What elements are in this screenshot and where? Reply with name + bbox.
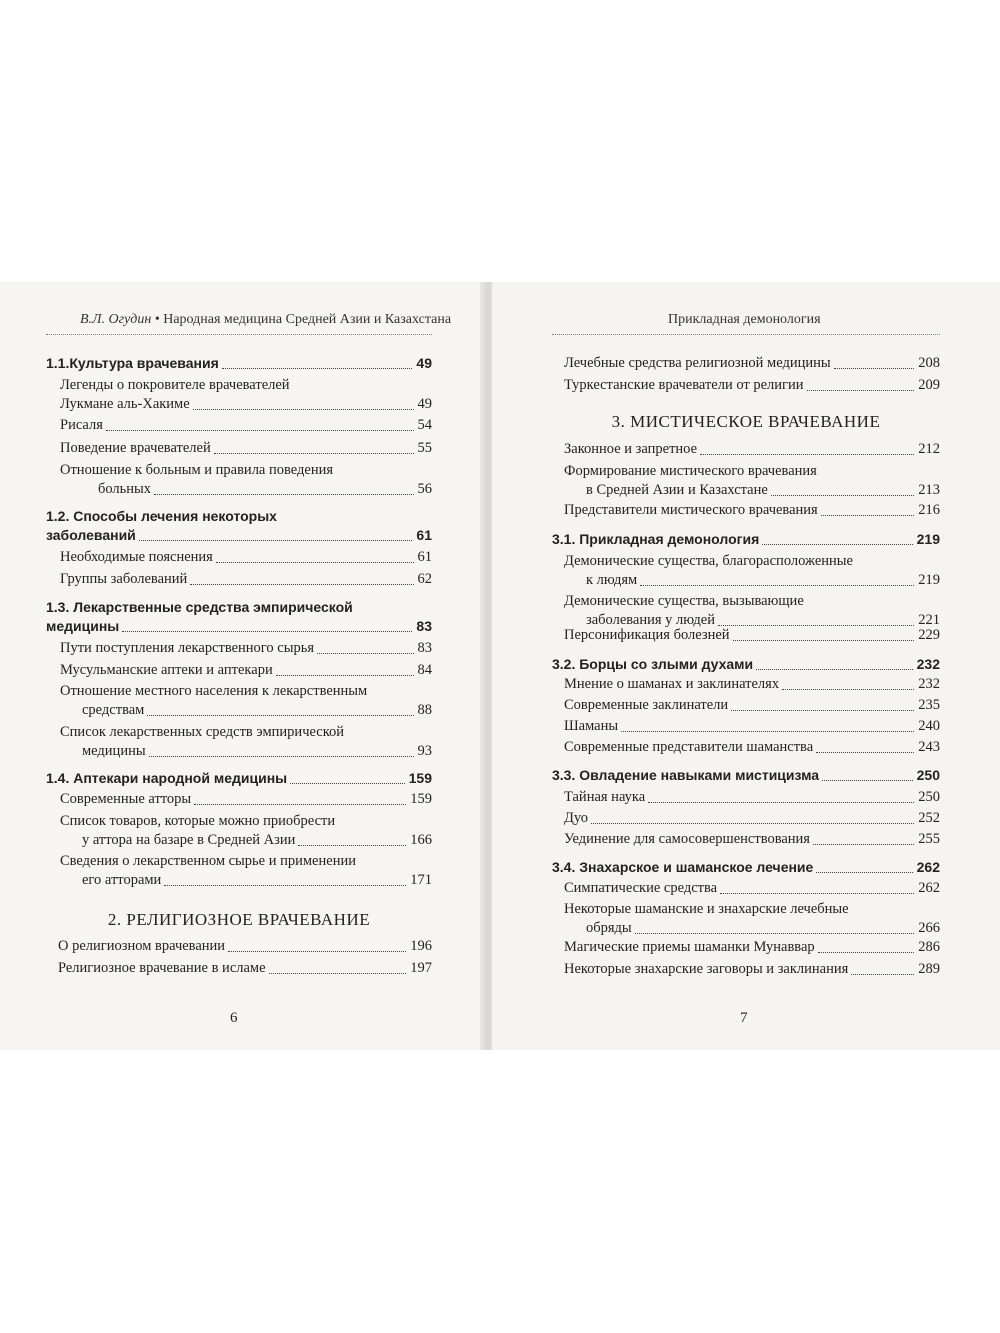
toc-entry[interactable]: 1.3. Лекарственные средства эмпирической медицины 83	[46, 599, 432, 634]
toc-entry[interactable]: Современные представители шаманства 243	[564, 739, 940, 755]
toc-entry[interactable]: Легенды о покровителе врачевателей Лукмане аль-Хакиме 49	[60, 377, 432, 412]
left-head-rule	[46, 334, 432, 335]
toc-entry[interactable]: 3.1. Прикладная демонология 219	[552, 531, 940, 547]
toc-entry[interactable]: Религиозное врачевание в исламе 197	[58, 960, 432, 976]
toc-entry[interactable]: Список лекарственных средств эмпирической медицины 93	[60, 724, 432, 759]
toc-entry[interactable]: 1.4. Аптекари народной медицины 159	[46, 770, 432, 786]
toc-entry[interactable]: Некоторые знахарские заговоры и заклинания 289	[564, 961, 940, 977]
right-head-rule	[552, 334, 940, 335]
right-running-head: Прикладная демонология	[668, 312, 821, 327]
toc-entry[interactable]: Мусульманские аптеки и аптекари 84	[60, 662, 432, 678]
right-page	[492, 282, 1000, 1050]
toc-entry[interactable]: Лечебные средства религиозной медицины 208	[564, 355, 940, 371]
toc-entry[interactable]: Магические приемы шаманки Мунаввар 286	[564, 939, 940, 955]
toc-entry[interactable]: Симпатические средства 262	[564, 880, 940, 896]
toc-entry[interactable]: Законное и запретное 212	[564, 441, 940, 457]
toc-entry[interactable]: Группы заболеваний 62	[60, 571, 432, 587]
page-number: 7	[740, 1010, 748, 1026]
toc-entry[interactable]: Шаманы 240	[564, 718, 940, 734]
running-head-author: В.Л. Огудин	[80, 312, 152, 327]
toc-entry[interactable]: 3.3. Овладение навыками мистицизма 250	[552, 767, 940, 783]
toc-entry[interactable]: Туркестанские врачеватели от религии 209	[564, 377, 940, 393]
toc-entry[interactable]: Некоторые шаманские и знахарские лечебные обряды 266	[564, 901, 940, 936]
toc-entry[interactable]: Сведения о лекарственном сырье и применении его атторами 171	[60, 853, 432, 888]
toc-entry[interactable]: О религиозном врачевании 196	[58, 938, 432, 954]
toc-entry[interactable]: Пути поступления лекарственного сырья 83	[60, 640, 432, 656]
toc-entry[interactable]: Поведение врачевателей 55	[60, 440, 432, 456]
book-spread	[0, 282, 1000, 1050]
toc-entry[interactable]: 1.1.Культура врачевания 49	[46, 355, 432, 371]
toc-entry[interactable]: Отношение местного населения к лекарственным средствам 88	[60, 683, 432, 718]
toc-entry[interactable]: Современные атторы 159	[60, 791, 432, 807]
running-head-title: Народная медицина Средней Азии и Казахстана	[163, 312, 452, 327]
toc-entry[interactable]: Необходимые пояснения 61	[60, 549, 432, 565]
toc-entry[interactable]: Мнение о шаманах и заклинателях 232	[564, 676, 940, 692]
toc-entry[interactable]: Демонические существа, благорасположенные к людям 219	[564, 553, 940, 588]
toc-entry[interactable]: Тайная наука 250	[564, 789, 940, 805]
toc-entry[interactable]: Рисаля 54	[60, 417, 432, 433]
chapter-heading: 3. МИСТИЧЕСКОЕ ВРАЧЕВАНИЕ	[611, 412, 881, 431]
toc-entry[interactable]: Персонификация болезней 229	[564, 627, 940, 643]
toc-entry[interactable]: 1.2. Способы лечения некоторых заболеваний 61	[46, 508, 432, 543]
left-running-head	[80, 312, 451, 328]
toc-entry[interactable]: Список товаров, которые можно приобрести у аттора на базаре в Средней Азии 166	[60, 813, 432, 848]
toc-entry[interactable]: Дуо 252	[564, 810, 940, 826]
toc-entry[interactable]: Уединение для самосовершенствования 255	[564, 831, 940, 847]
toc-entry[interactable]: Представители мистического врачевания 216	[564, 502, 940, 518]
toc-entry[interactable]: 3.4. Знахарское и шаманское лечение 262	[552, 859, 940, 875]
chapter-heading: 2. РЕЛИГИОЗНОЕ ВРАЧЕВАНИЕ	[107, 910, 371, 929]
toc-entry[interactable]: Современные заклинатели 235	[564, 697, 940, 713]
running-head-bullet: •	[154, 312, 160, 327]
toc-entry[interactable]: Отношение к больным и правила поведения больных 56	[60, 462, 432, 497]
toc-entry[interactable]: 3.2. Борцы со злыми духами 232	[552, 656, 940, 672]
left-page	[0, 282, 486, 1050]
toc-entry[interactable]: Демонические существа, вызывающие заболевания у людей 221	[564, 593, 940, 628]
toc-entry[interactable]: Формирование мистического врачевания в Средней Азии и Казахстане 213	[564, 463, 940, 498]
page-number: 6	[230, 1010, 238, 1026]
